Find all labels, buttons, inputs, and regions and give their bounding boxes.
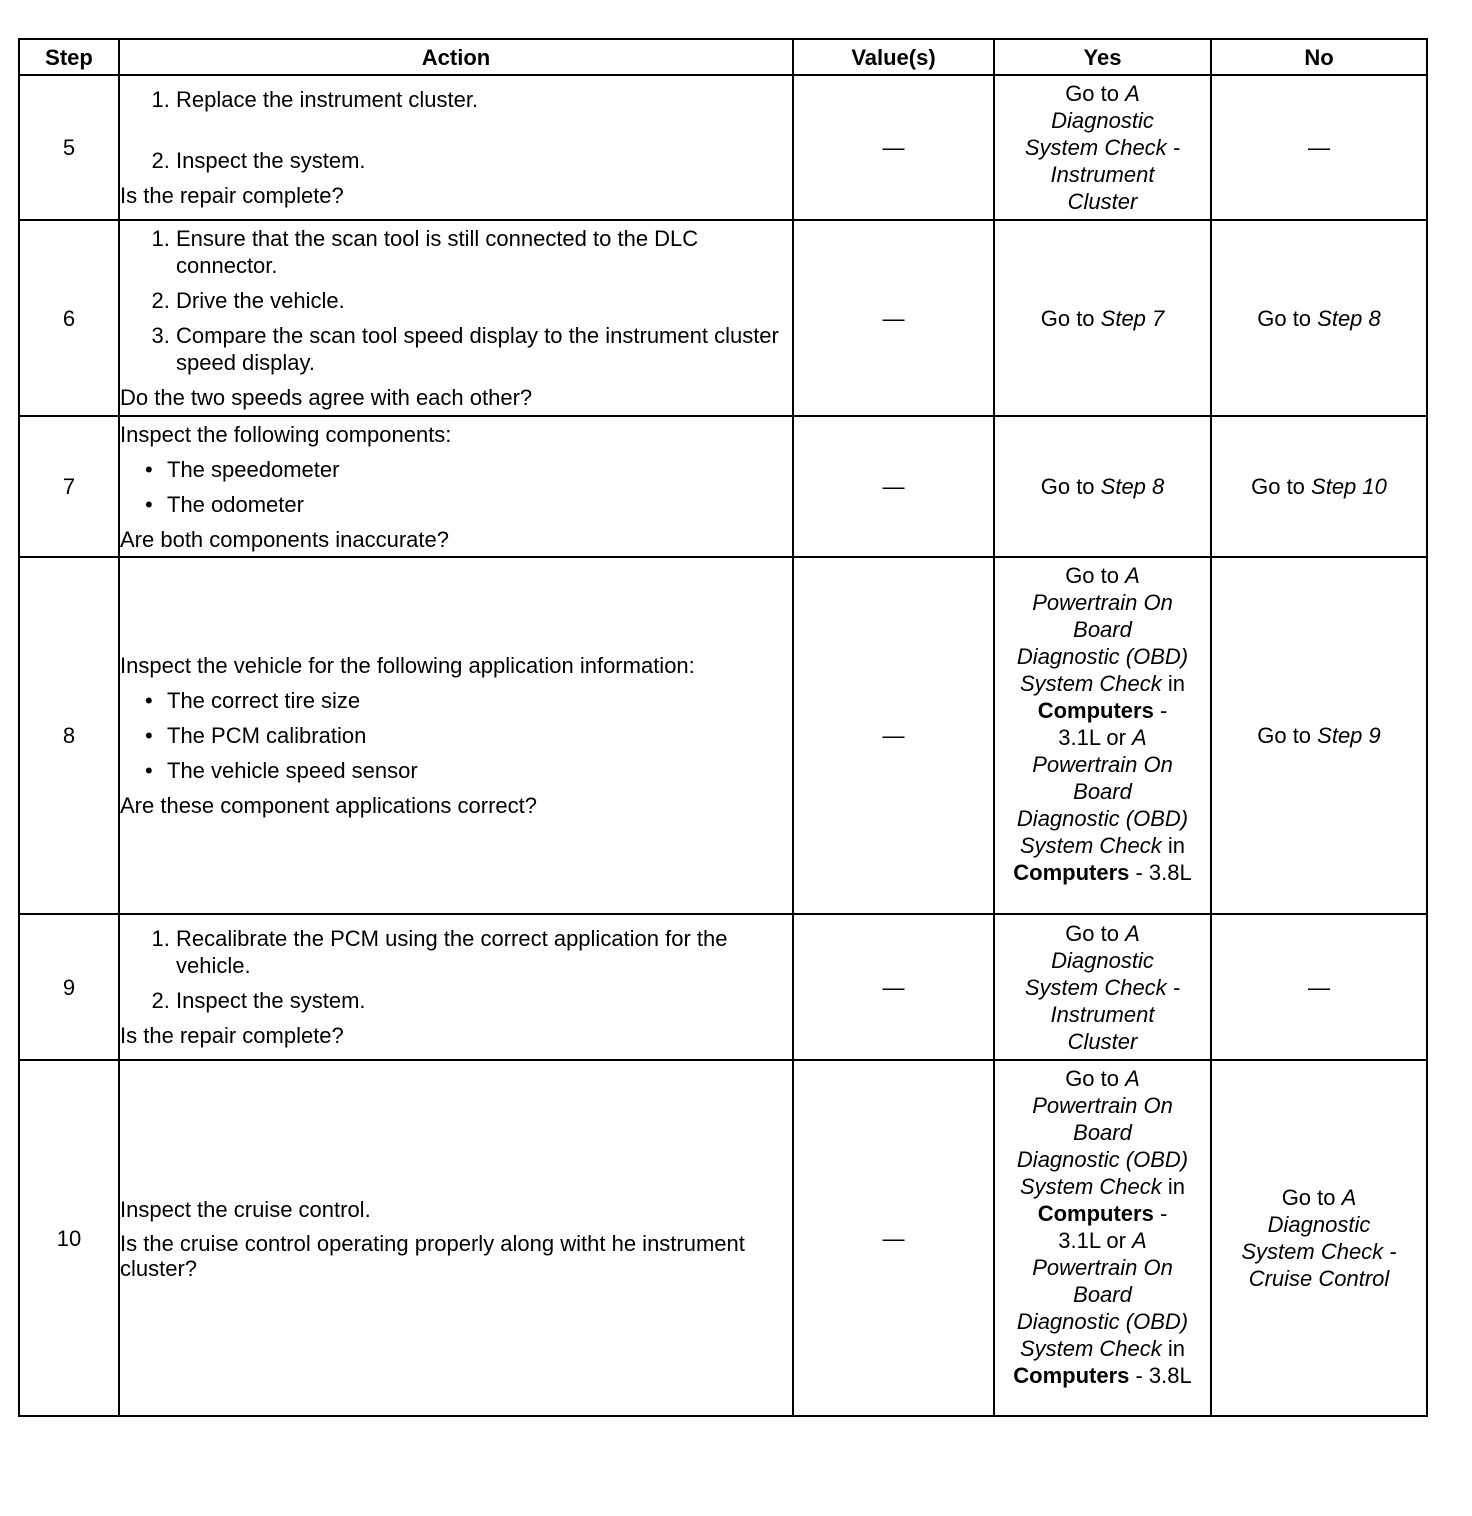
action-step: 2. Drive the vehicle.: [176, 287, 792, 314]
no-cell: [1211, 1060, 1427, 1416]
action-question: Is the repair complete?: [120, 1023, 344, 1048]
action-intro: Inspect the cruise control.: [120, 1196, 371, 1222]
action-steps: [120, 86, 792, 174]
bullet-item: • The PCM calibration: [167, 722, 792, 749]
yes-text: in: [1161, 1336, 1186, 1361]
yes-link[interactable]: A: [1132, 1228, 1147, 1253]
yes-cell: [994, 75, 1211, 220]
action-cell: [119, 557, 793, 914]
value-cell: —: [793, 1060, 994, 1416]
action-question: Is the repair complete?: [120, 183, 344, 208]
no-cell: —: [1211, 914, 1427, 1060]
yes-link[interactable]: System Check: [1019, 671, 1162, 696]
yes-link[interactable]: System Check -: [1024, 974, 1181, 1000]
action-step: 1. Recalibrate the PCM using the correct application for the vehicle.: [176, 925, 792, 979]
yes-link[interactable]: Diagnostic (OBD): [1016, 806, 1189, 831]
action-bullets: [120, 456, 792, 518]
action-step: 2. Inspect the system.: [176, 987, 792, 1014]
yes-text: in: [1161, 1174, 1186, 1199]
yes-text: -: [1153, 698, 1168, 723]
no-text: Go to: [1257, 305, 1318, 331]
yes-text: Go to: [1065, 1066, 1126, 1091]
bullet-item: • The vehicle speed sensor: [167, 757, 792, 784]
yes-text: Go to: [1065, 563, 1126, 588]
no-text: Go to: [1257, 723, 1318, 748]
action-intro: Inspect the vehicle for the following application information:: [120, 653, 695, 678]
action-step: 3. Compare the scan tool speed display to the instrument cluster speed display.: [176, 322, 792, 376]
action-bullets: [120, 687, 792, 784]
yes-link[interactable]: Instrument: [1050, 162, 1155, 187]
step-number: 6: [19, 220, 119, 416]
header-no: No: [1211, 39, 1427, 75]
value-cell: —: [793, 416, 994, 557]
no-link[interactable]: Cruise Control: [1248, 1266, 1390, 1291]
no-text: Go to: [1281, 1185, 1342, 1210]
yes-link[interactable]: A: [1132, 725, 1147, 750]
no-text: Go to: [1251, 474, 1312, 499]
yes-link[interactable]: A: [1125, 81, 1140, 106]
diagnostic-table: [18, 38, 1428, 1417]
step-number: 5: [19, 75, 119, 220]
yes-link[interactable]: Powertrain On: [1032, 590, 1173, 615]
yes-cell: [994, 1060, 1211, 1416]
action-question: Are both components inaccurate?: [120, 526, 449, 552]
table-row-step-8: [19, 557, 1427, 914]
yes-link[interactable]: Cluster: [1067, 1028, 1138, 1054]
action-question: Are these component applications correct?: [120, 793, 538, 818]
table-row-step-7: [19, 416, 1427, 557]
action-question: Is the cruise control operating properly along witht he instrument cluster?: [120, 1230, 745, 1281]
yes-link[interactable]: System Check: [1019, 1336, 1162, 1361]
yes-link[interactable]: A: [1125, 920, 1140, 946]
no-link[interactable]: Diagnostic: [1267, 1212, 1371, 1237]
no-cell: [1211, 220, 1427, 416]
yes-text: Go to: [1065, 81, 1126, 106]
yes-link[interactable]: System Check -: [1024, 135, 1181, 160]
bullet-item: • The speedometer: [167, 456, 792, 483]
action-cell: [119, 1060, 793, 1416]
yes-manual: Computers: [1037, 1201, 1154, 1226]
yes-link[interactable]: Powertrain On: [1032, 752, 1173, 777]
no-link[interactable]: System Check -: [1241, 1239, 1397, 1264]
yes-text: in: [1161, 671, 1186, 696]
yes-text: - 3.8L: [1129, 1363, 1192, 1388]
action-step: 1. Replace the instrument cluster.: [176, 86, 792, 113]
action-question: Do the two speeds agree with each other?: [120, 385, 533, 410]
no-link[interactable]: A: [1341, 1185, 1357, 1210]
yes-text: 3.1L or: [1058, 1228, 1133, 1253]
table-row-step-5: [19, 75, 1427, 220]
yes-link[interactable]: Cluster: [1067, 189, 1138, 214]
yes-link[interactable]: Diagnostic (OBD): [1016, 644, 1189, 669]
yes-link[interactable]: Instrument: [1050, 1001, 1155, 1027]
yes-text: Go to: [1040, 305, 1101, 331]
action-cell: [119, 914, 793, 1060]
step-number: 8: [19, 557, 119, 914]
value-cell: —: [793, 557, 994, 914]
yes-manual: Computers: [1013, 1363, 1130, 1388]
action-cell: [119, 416, 793, 557]
yes-link[interactable]: Diagnostic: [1051, 947, 1154, 973]
yes-link[interactable]: Diagnostic: [1051, 108, 1154, 133]
yes-link[interactable]: Step 8: [1100, 474, 1165, 499]
yes-manual: Computers: [1037, 698, 1154, 723]
header-step: Step: [19, 39, 119, 75]
no-cell: [1211, 557, 1427, 914]
action-intro: Inspect the following components:: [120, 421, 452, 447]
value-cell: —: [793, 220, 994, 416]
yes-link[interactable]: Diagnostic (OBD): [1016, 1309, 1189, 1334]
no-cell: —: [1211, 75, 1427, 220]
yes-link[interactable]: A: [1125, 1066, 1140, 1091]
no-link[interactable]: Step 10: [1311, 474, 1387, 499]
header-action: Action: [119, 39, 793, 75]
header-values: Value(s): [793, 39, 994, 75]
yes-manual: Computers: [1013, 860, 1130, 885]
yes-text: in: [1161, 833, 1186, 858]
value-cell: —: [793, 914, 994, 1060]
yes-cell: [994, 416, 1211, 557]
yes-text: Go to: [1065, 920, 1126, 946]
yes-link[interactable]: Board: [1073, 617, 1132, 642]
yes-link[interactable]: Powertrain On: [1032, 1093, 1173, 1118]
header-yes: Yes: [994, 39, 1211, 75]
bullet-item: • The odometer: [167, 491, 792, 518]
action-cell: [119, 75, 793, 220]
table-row-step-6: [19, 220, 1427, 416]
yes-link[interactable]: Diagnostic (OBD): [1016, 1147, 1189, 1172]
table-row-step-10: [19, 1060, 1427, 1416]
action-steps: [120, 225, 792, 376]
yes-link[interactable]: Board: [1073, 1120, 1132, 1145]
no-link[interactable]: Step 9: [1317, 723, 1381, 748]
yes-link[interactable]: System Check: [1019, 833, 1162, 858]
yes-cell: [994, 914, 1211, 1060]
no-cell: [1211, 416, 1427, 557]
yes-link[interactable]: Board: [1073, 779, 1132, 804]
yes-text: -: [1153, 1201, 1168, 1226]
yes-text: - 3.8L: [1129, 860, 1192, 885]
action-steps: [120, 925, 792, 1014]
table-row-step-9: [19, 914, 1427, 1060]
action-step: 2. Inspect the system.: [176, 147, 792, 174]
value-cell: —: [793, 75, 994, 220]
yes-cell: [994, 557, 1211, 914]
step-number: 10: [19, 1060, 119, 1416]
yes-link[interactable]: Step 7: [1100, 305, 1165, 331]
action-cell: [119, 220, 793, 416]
yes-text: Go to: [1040, 474, 1101, 499]
no-link[interactable]: Step 8: [1317, 305, 1381, 331]
yes-link[interactable]: System Check: [1019, 1174, 1162, 1199]
yes-text: 3.1L or: [1058, 725, 1133, 750]
header-row: [19, 39, 1427, 75]
bullet-item: • The correct tire size: [167, 687, 792, 714]
step-number: 7: [19, 416, 119, 557]
yes-link[interactable]: Board: [1073, 1282, 1132, 1307]
yes-cell: [994, 220, 1211, 416]
action-step: 1. Ensure that the scan tool is still connected to the DLC connector.: [176, 225, 792, 279]
yes-link[interactable]: A: [1125, 563, 1140, 588]
yes-link[interactable]: Powertrain On: [1032, 1255, 1173, 1280]
step-number: 9: [19, 914, 119, 1060]
